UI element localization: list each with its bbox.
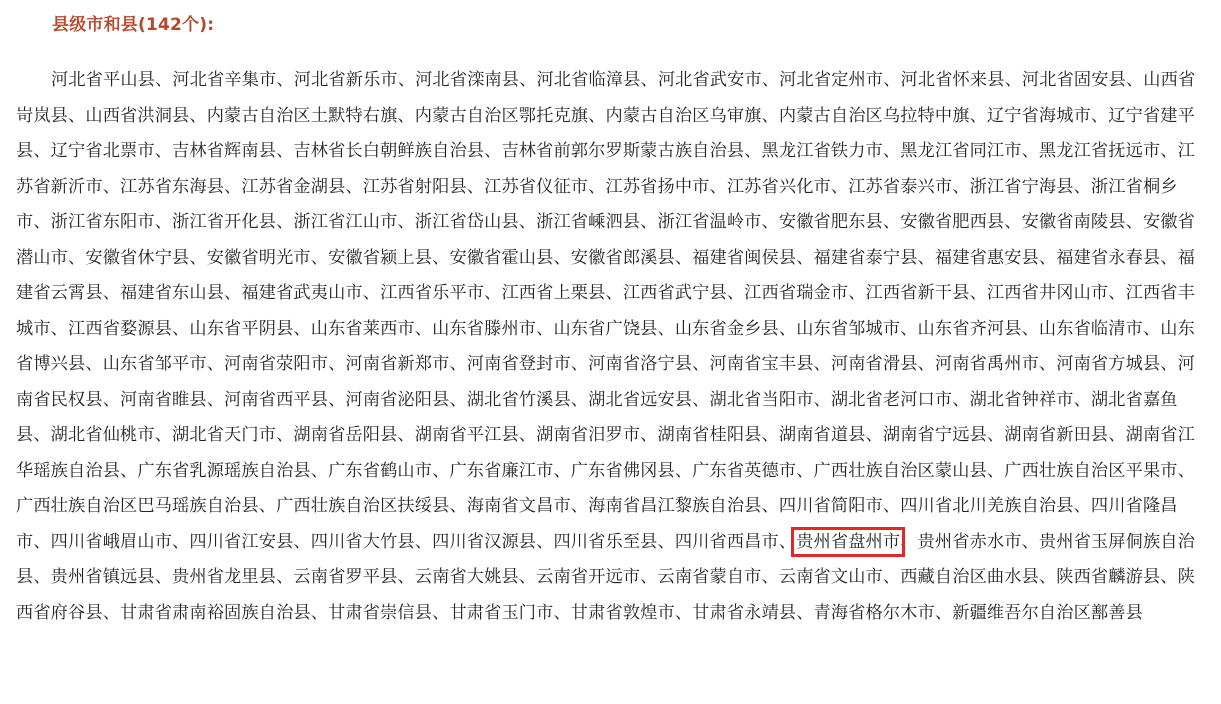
section-heading: 县级市和县(142个):	[52, 15, 215, 35]
county-list-paragraph	[16, 63, 1206, 631]
highlighted-county-item: 贵州省盘州市	[796, 531, 901, 552]
county-list-text-before: 河北省平山县、河北省辛集市、河北省新乐市、河北省滦南县、河北省临漳县、河北省武安市、河北省定州市、河北省怀来县、河北省固安县、山西省岢岚县、山西省洪洞县、内蒙古自治区土默特右旗、内蒙古自治区鄂托克旗、内蒙古自治区乌审旗、内蒙古自治区乌拉特中旗、辽宁省海城市、辽宁省建平县、辽宁省北票市、吉林省辉南县、吉林省长白朝鲜族自治县、吉林省前郭尔罗斯蒙古族自治县、黑龙江省铁力市、黑龙江省同江市、黑龙江省抚远市、江苏省新沂市、江苏省东海县、江苏省金湖县、江苏省射阳县、江苏省仪征市、江苏省扬中市、江苏省兴化市、江苏省泰兴市、浙江省宁海县、浙江省桐乡市、浙江省东阳市、浙江省开化县、浙江省江山市、浙江省岱山县、浙江省嵊泗县、浙江省温岭市、安徽省肥东县、安徽省肥西县、安徽省南陵县、安徽省潜山市、安徽省休宁县、安徽省明光市、安徽省颍上县、安徽省霍山县、安徽省郎溪县、福建省闽侯县、福建省泰宁县、福建省惠安县、福建省永春县、福建省云霄县、福建省东山县、福建省武夷山市、江西省乐平市、江西省上栗县、江西省武宁县、江西省瑞金市、江西省新干县、江西省井冈山市、江西省丰城市、江西省婺源县、山东省平阴县、山东省莱西市、山东省滕州市、山东省广饶县、山东省金乡县、山东省邹城市、山东省齐河县、山东省临清市、山东省博兴县、山东省邹平市、河南省荥阳市、河南省新郑市、河南省登封市、河南省洛宁县、河南省宝丰县、河南省滑县、河南省禹州市、河南省方城县、河南省民权县、河南省睢县、河南省西平县、河南省泌阳县、湖北省竹溪县、湖北省远安县、湖北省当阳市、湖北省老河口市、湖北省钟祥市、湖北省嘉鱼县、湖北省仙桃市、湖北省天门市、湖南省岳阳县、湖南省平江县、湖南省汨罗市、湖南省桂阳县、湖南省道县、湖南省宁远县、湖南省新田县、湖南省江华瑶族自治县、广东省乳源瑶族自治县、广东省鹤山市、广东省廉江市、广东省佛冈县、广东省英德市、广西壮族自治区蒙山县、广西壮族自治区平果市、广西壮族自治区巴马瑶族自治县、广西壮族自治区扶绥县、海南省文昌市、海南省昌江黎族自治县、四川省简阳市、四川省北川羌族自治县、四川省隆昌市、四川省峨眉山市、四川省江安县、四川省大竹县、四川省汉源县、四川省乐至县、四川省西昌市、	[16, 70, 1196, 552]
county-list-text-after: 、贵州省赤水市、贵州省玉屏侗族自治县、贵州省镇远县、贵州省龙里县、云南省罗平县、云南省大姚县、云南省开远市、云南省蒙自市、云南省文山市、西藏自治区曲水县、陕西省麟游县、陕西省府谷县、甘肃省肃南裕固族自治县、甘肃省崇信县、甘肃省玉门市、甘肃省敦煌市、甘肃省永靖县、青海省格尔木市、新疆维吾尔自治区鄯善县	[16, 531, 1195, 623]
